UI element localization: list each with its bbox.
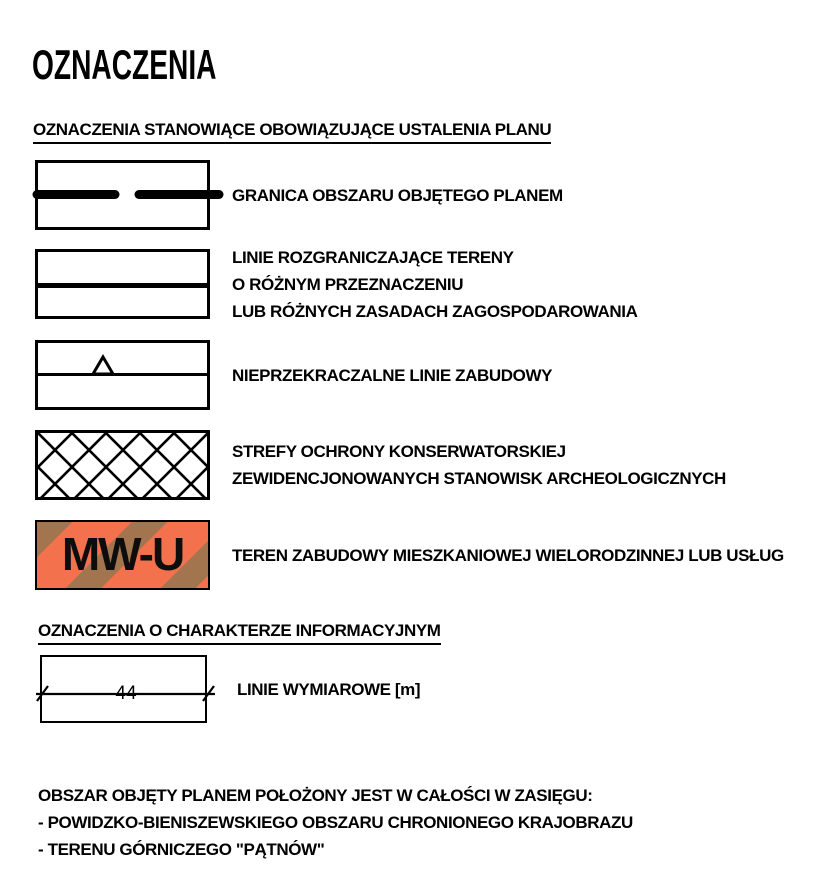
mwu-zone-code: MW-U: [61, 528, 184, 580]
legend-label-line: ZEWIDENCJONOWANYCH STANOWISK ARCHEOLOGICZNYCH: [232, 469, 726, 488]
mwu-area-symbol: [35, 520, 210, 590]
legend-row-dividing-lines: [0, 249, 815, 319]
triangle-marker-icon: [90, 354, 116, 376]
legend-label: [237, 655, 420, 723]
crosshatch-pattern-icon: [38, 433, 207, 497]
legend-label-line: TEREN ZABUDOWY MIESZKANIOWEJ WIELORODZINNEJ LUB USŁUG: [232, 545, 784, 565]
legend-label: [232, 340, 552, 410]
building-limit-symbol: [35, 340, 210, 410]
legend-row-building-limit: [0, 340, 815, 410]
coverage-note: [38, 782, 633, 863]
legend-label-line: NIEPRZEKRACZALNE LINIE ZABUDOWY: [232, 365, 553, 385]
thin-line-icon: [35, 373, 210, 376]
legend-label-line: GRANICA OBSZARU OBJĘTEGO PLANEM: [232, 185, 563, 205]
legend-label-line: O RÓŻNYM PRZEZNACZENIU: [232, 274, 464, 294]
legend-label-line: STREFY OCHRONY KONSERWATORSKIEJ: [232, 442, 566, 461]
legend-label: [232, 249, 637, 319]
thick-dashed-line-icon: [29, 187, 216, 202]
legend-label-line: LINIE ROZGRANICZAJĄCE TERENY: [232, 247, 514, 267]
legend-label-line: LINIE WYMIAROWE [m]: [237, 679, 421, 699]
dividing-line-symbol: [35, 249, 210, 319]
dimension-value: 44: [115, 683, 137, 704]
coverage-note-line: - POWIDZKO-BIENISZEWSKIEGO OBSZARU CHRONIONEGO KRAJOBRAZU: [38, 813, 633, 832]
legend-label: [232, 430, 726, 500]
conservation-zone-symbol: [35, 430, 210, 500]
solid-line-icon: [35, 283, 210, 288]
legend-row-mwu-area: [0, 520, 815, 590]
legend-label: [232, 160, 563, 230]
page-title: OZNACZENIA: [32, 41, 217, 88]
legend-row-dimension-line: [0, 655, 815, 723]
section-heading-informational-designations: OZNACZENIA O CHARAKTERZE INFORMACYJNYM: [38, 622, 441, 645]
dimension-line-icon: [32, 657, 219, 725]
legend-row-plan-boundary: [0, 160, 815, 230]
legend-label-line: LUB RÓŻNYCH ZASADACH ZAGOSPODAROWANIA: [232, 301, 638, 321]
legend-label: [232, 520, 784, 590]
coverage-note-line: OBSZAR OBJĘTY PLANEM POŁOŻONY JEST W CAŁOŚCI W ZASIĘGU:: [38, 786, 593, 805]
section-heading-binding-designations: OZNACZENIA STANOWIĄCE OBOWIĄZUJĄCE USTALENIA PLANU: [33, 121, 551, 144]
plan-boundary-symbol: [35, 160, 210, 230]
dimension-line-symbol: [40, 655, 207, 723]
coverage-note-line: - TERENU GÓRNICZEGO "PĄTNÓW": [38, 840, 325, 859]
legend-row-conservation-zone: [0, 430, 815, 500]
